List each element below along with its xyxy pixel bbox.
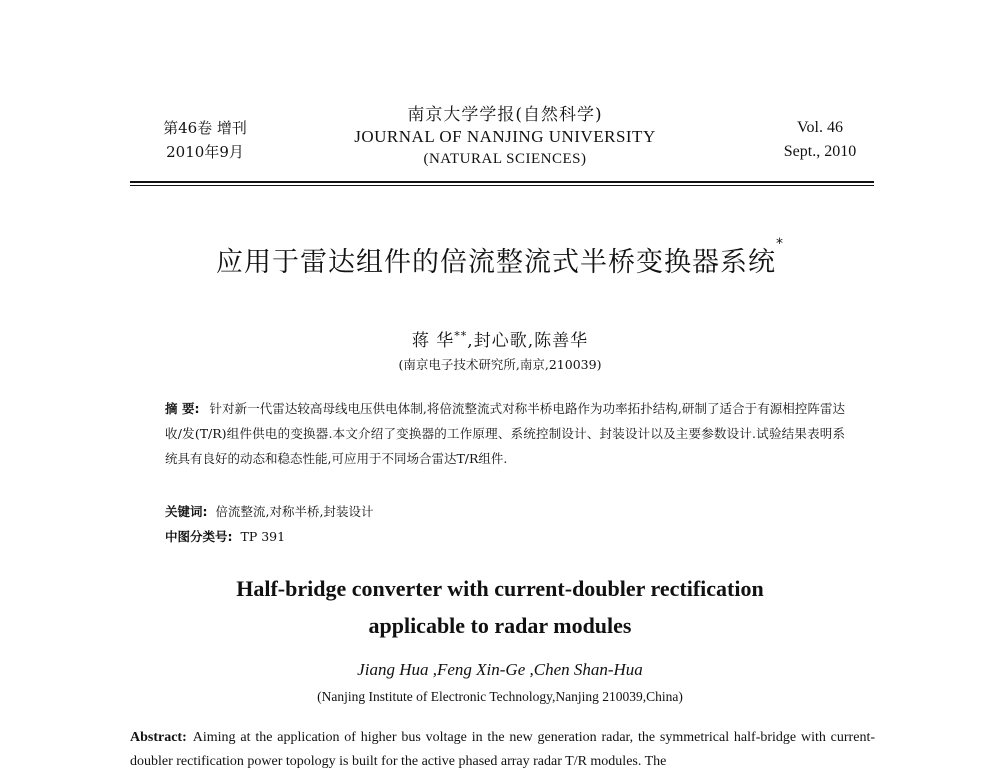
title-footnote-mark: * bbox=[776, 236, 784, 252]
keywords-text: 倍流整流,对称半桥,封装设计 bbox=[215, 504, 374, 519]
volume-en: Vol. 46 bbox=[797, 119, 843, 136]
authors-en: Jiang Hua ,Feng Xin-Ge ,Chen Shan-Hua bbox=[357, 660, 643, 679]
header-rule-thick bbox=[130, 181, 874, 183]
issue-date-en: Sept., 2010 bbox=[783, 143, 857, 160]
paper-title-en bbox=[150, 570, 850, 644]
paper-title-cn-text: 应用于雷达组件的倍流整流式半桥变换器系统 bbox=[216, 247, 776, 278]
keywords-label: 关键词: bbox=[165, 504, 208, 519]
issue-date-cn: 2010年9月 bbox=[166, 143, 244, 161]
affiliation-en: (Nanjing Institute of Electronic Technology,Nanjing 210039,China) bbox=[317, 689, 683, 704]
volume-info bbox=[135, 116, 275, 164]
abstract-cn-label: 摘 要: bbox=[165, 401, 200, 416]
paper-title-en-line2: applicable to radar modules bbox=[368, 613, 632, 638]
authors-others-cn: ,封心歌,陈善华 bbox=[467, 331, 589, 351]
journal-name-cn: 南京大学学报(自然科学) bbox=[407, 105, 603, 125]
journal-name bbox=[320, 104, 690, 170]
keywords bbox=[165, 502, 373, 520]
volume-issue: 第46卷 增刊 bbox=[163, 119, 247, 137]
abstract-cn-text: 针对新一代雷达较高母线电压供电体制,将倍流整流式对称半桥电路作为功率拓扑结构,研制了适合于有源相控阵雷达收/发(T/R)组件供电的变换器.本文介绍了变换器的工作原理、系统控制设计、封装设计以及主要参数设计.试验结果表明系统具有良好的动态和稳态性能,可应用于不同场合雷达T/R组件. bbox=[165, 401, 845, 466]
author-footnote-mark: ** bbox=[454, 329, 468, 343]
classification-code: TP 391 bbox=[240, 529, 286, 544]
classification-label: 中图分类号: bbox=[165, 529, 233, 544]
journal-name-en-sub: (NATURAL SCIENCES) bbox=[423, 151, 587, 167]
abstract-en-label: Abstract: bbox=[130, 730, 187, 745]
classification bbox=[165, 527, 285, 545]
paper-title-cn bbox=[100, 236, 900, 279]
volume-info-en bbox=[760, 116, 880, 164]
author-first-cn: 蒋 华 bbox=[411, 331, 455, 351]
abstract-en bbox=[130, 726, 875, 774]
abstract-cn bbox=[165, 396, 845, 471]
authors-cn bbox=[300, 326, 700, 351]
header-rule-thin bbox=[130, 185, 874, 186]
abstract-en-text: Aiming at the application of higher bus voltage in the new generation radar, the symmetrical half-bridge with current-doubler rectification power topology is built for the active phased array radar T/R modules. The bbox=[130, 730, 875, 769]
affiliation-cn: (南京电子技术研究所,南京,210039) bbox=[398, 357, 602, 372]
paper-title-en-line1: Half-bridge converter with current-doubler rectification bbox=[236, 576, 764, 601]
journal-name-en: JOURNAL OF NANJING UNIVERSITY bbox=[354, 127, 656, 146]
